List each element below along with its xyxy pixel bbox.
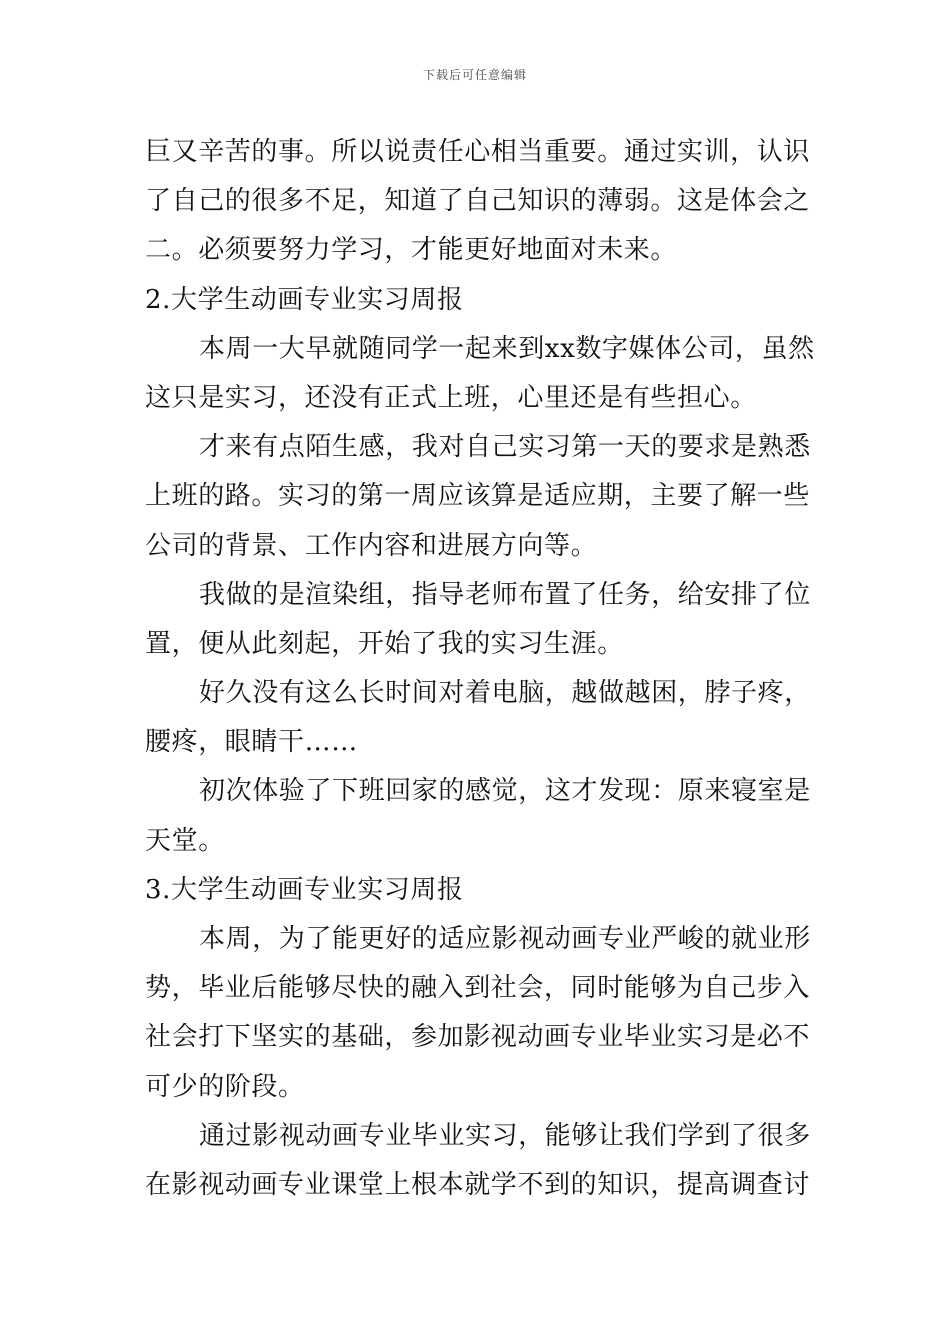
text-line: 才来有点陌生感，我对自己实习第一天的要求是熟悉 bbox=[199, 432, 811, 463]
text-line: 置，便从此刻起，开始了我的实习生涯。 bbox=[145, 628, 624, 659]
text-line: 初次体验了下班回家的感觉，这才发现：原来寝室是 bbox=[199, 776, 811, 807]
text-line: 2.大学生动画专业实习周报 bbox=[145, 284, 464, 315]
text-line: 公司的背景、工作内容和进展方向等。 bbox=[145, 530, 598, 561]
text-line: 本周，为了能更好的适应影视动画专业严峻的就业形 bbox=[199, 924, 811, 954]
text-line: 势，毕业后能够尽快的融入到社会，同时能够为自己步入 bbox=[145, 973, 811, 1004]
text-line: 巨又辛苦的事。所以说责任心相当重要。通过实训，认识 bbox=[145, 137, 811, 167]
text-line: 3.大学生动画专业实习周报 bbox=[145, 874, 464, 905]
text-line: 好久没有这么长时间对着电脑，越做越困，脖子疼， bbox=[199, 678, 811, 709]
text-line: 腰疼，眼睛干…… bbox=[145, 727, 358, 758]
text-line: 通过影视动画专业毕业实习，能够让我们学到了很多 bbox=[199, 1120, 811, 1151]
text-line: 这只是实习，还没有正式上班，心里还是有些担心。 bbox=[145, 382, 757, 413]
text-line: 可少的阶段。 bbox=[145, 1071, 305, 1102]
document-body bbox=[145, 128, 815, 1210]
text-line: 我做的是渲染组，指导老师布置了任务，给安排了位 bbox=[199, 579, 811, 610]
text-line: 上班的路。实习的第一周应该算是适应期，主要了解一些 bbox=[145, 481, 811, 512]
page-header: 下载后可任意编辑 bbox=[422, 68, 527, 82]
text-line: 了自己的很多不足，知道了自己知识的薄弱。这是体会之 bbox=[145, 186, 811, 217]
text-line: 二。必须要努力学习，才能更好地面对未来。 bbox=[145, 235, 678, 266]
text-line: 社会打下坚实的基础，参加影视动画专业毕业实习是必不 bbox=[145, 1022, 811, 1053]
text-line: 本周一大早就随同学一起来到xx数字媒体公司，虽然 bbox=[199, 333, 815, 364]
text-line: 天堂。 bbox=[145, 825, 225, 856]
text-line: 在影视动画专业课堂上根本就学不到的知识，提高调查讨 bbox=[145, 1169, 811, 1200]
